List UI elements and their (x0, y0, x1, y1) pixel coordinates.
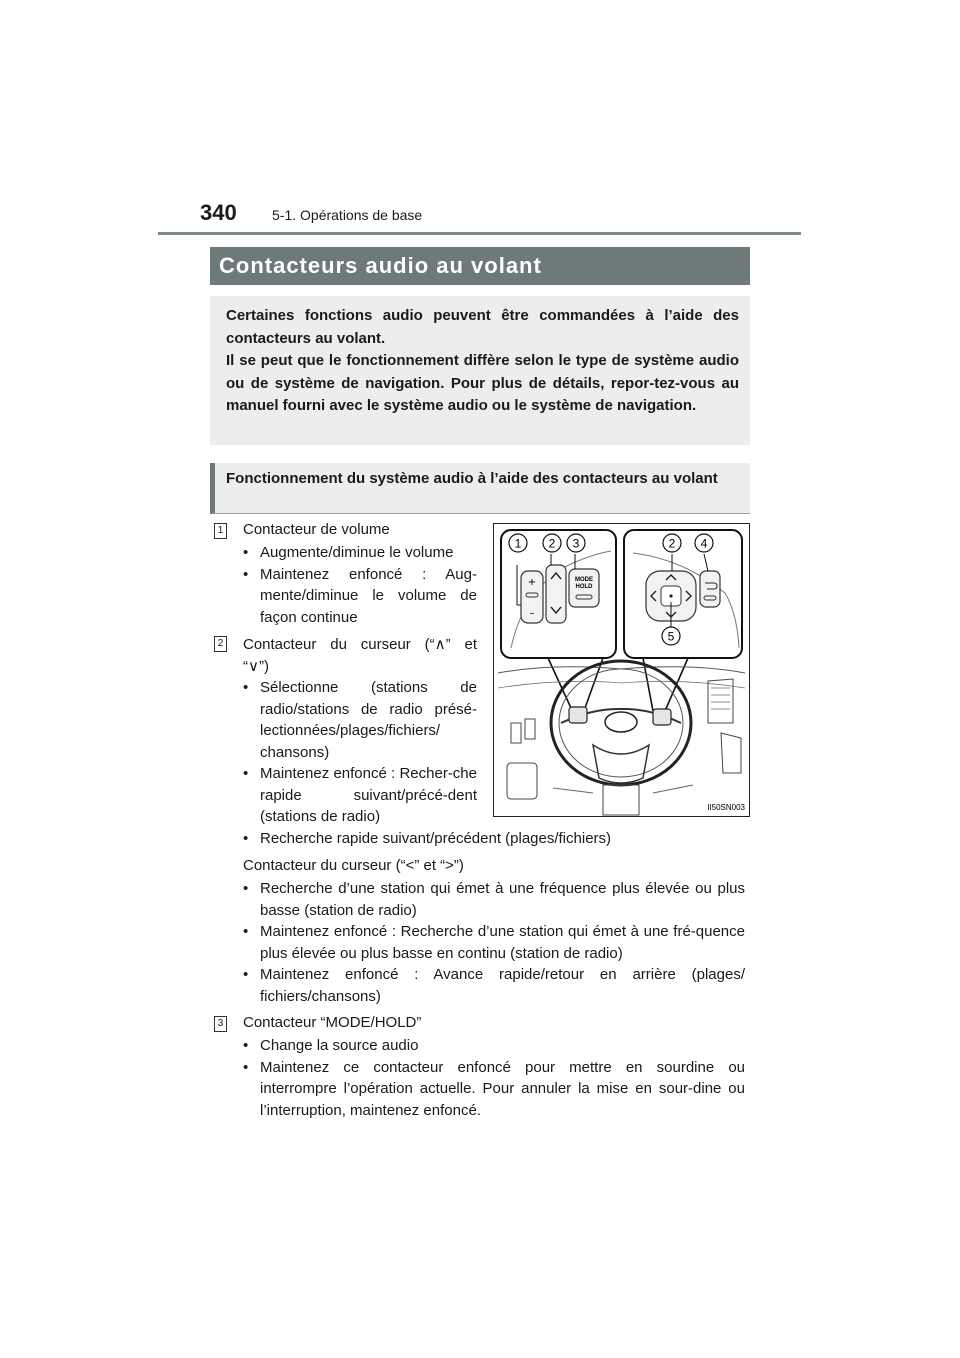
list-item: • Maintenez enfoncé : Recherche d’une station qui émet à une fré-quence plus élevée ou plus basse en continu (station de radio) (243, 921, 745, 964)
svg-text:4: 4 (700, 536, 708, 551)
item-title: Contacteur du curseur (“<” et “>”) (243, 857, 464, 874)
list-item: • Maintenez enfoncé : Aug-mente/diminue le volume de façon continue (243, 564, 477, 629)
list-item: • Sélectionne (stations de radio/stations de radio présé-lectionnées/plages/fichiers/ chansons) (243, 677, 477, 763)
item-title-line: “∨”) (243, 657, 269, 675)
item-number-badge: 3 (214, 1016, 227, 1032)
left-switch-detail (501, 530, 616, 658)
steering-wheel-illustration (493, 523, 750, 817)
list-item: • Maintenez ce contacteur enfoncé pour mettre en sourdine ou interrompre l’opération actuelle. Pour annuler la mise en sour-dine ou l’interruption, maintenez enfoncé. (243, 1057, 745, 1122)
list-item: • Recherche rapide suivant/précédent (plages/fichiers) (243, 828, 753, 850)
svg-text:–: – (529, 608, 535, 619)
intro-box (210, 296, 750, 445)
page-number: 340 (200, 200, 237, 225)
svg-text:+: + (527, 577, 537, 588)
list-item: • Augmente/diminue le volume (243, 542, 477, 564)
hold-label: HOLD (575, 584, 593, 590)
item-description (243, 828, 753, 850)
item-description (243, 878, 745, 1007)
item-description (243, 1035, 745, 1121)
item-description (243, 542, 477, 628)
right-switch-detail (624, 530, 742, 658)
list-item: • Recherche d’une station qui émet à une fréquence plus élevée ou plus basse (station de radio) (243, 878, 745, 921)
item-title (243, 634, 477, 677)
section-subheading: Fonctionnement du système audio à l’aide des contacteurs au volant (210, 463, 750, 514)
item-title-line: Contacteur du curseur (“∧” et (243, 636, 477, 653)
list-item: • Maintenez enfoncé : Avance rapide/retour en arrière (plages/ fichiers/chansons) (243, 964, 745, 1007)
svg-text:5: 5 (667, 629, 675, 644)
item-number-badge: 1 (214, 523, 227, 539)
item-description (243, 677, 477, 828)
header-divider (158, 232, 801, 235)
svg-text:1: 1 (514, 536, 522, 551)
item-title: Contacteur de volume (243, 521, 390, 538)
svg-text:2: 2 (548, 536, 556, 551)
svg-text:3: 3 (572, 536, 580, 551)
intro-paragraph: Certaines fonctions audio peuvent être commandées à l’aide des contacteurs au volant. (226, 307, 739, 347)
mode-label: MODE (575, 577, 593, 583)
item-title: Contacteur “MODE/HOLD” (243, 1014, 422, 1031)
section-title: 5-1. Opérations de base (272, 207, 423, 223)
item-number-badge: 2 (214, 636, 227, 652)
list-item: • Maintenez enfoncé : Recher-che rapide suivant/précé-dent (stations de radio) (243, 763, 477, 828)
figure-code: II50SN003 (707, 803, 745, 812)
svg-text:2: 2 (668, 536, 676, 551)
list-item: • Change la source audio (243, 1035, 745, 1057)
intro-paragraph: Il se peut que le fonctionnement diffère selon le type de système audio ou de système de navigation. Pour plus de détails, repor-tez-vous au manuel fourni avec le système audio ou le système de navigation. (226, 352, 739, 414)
page-title: Contacteurs audio au volant (210, 247, 750, 285)
